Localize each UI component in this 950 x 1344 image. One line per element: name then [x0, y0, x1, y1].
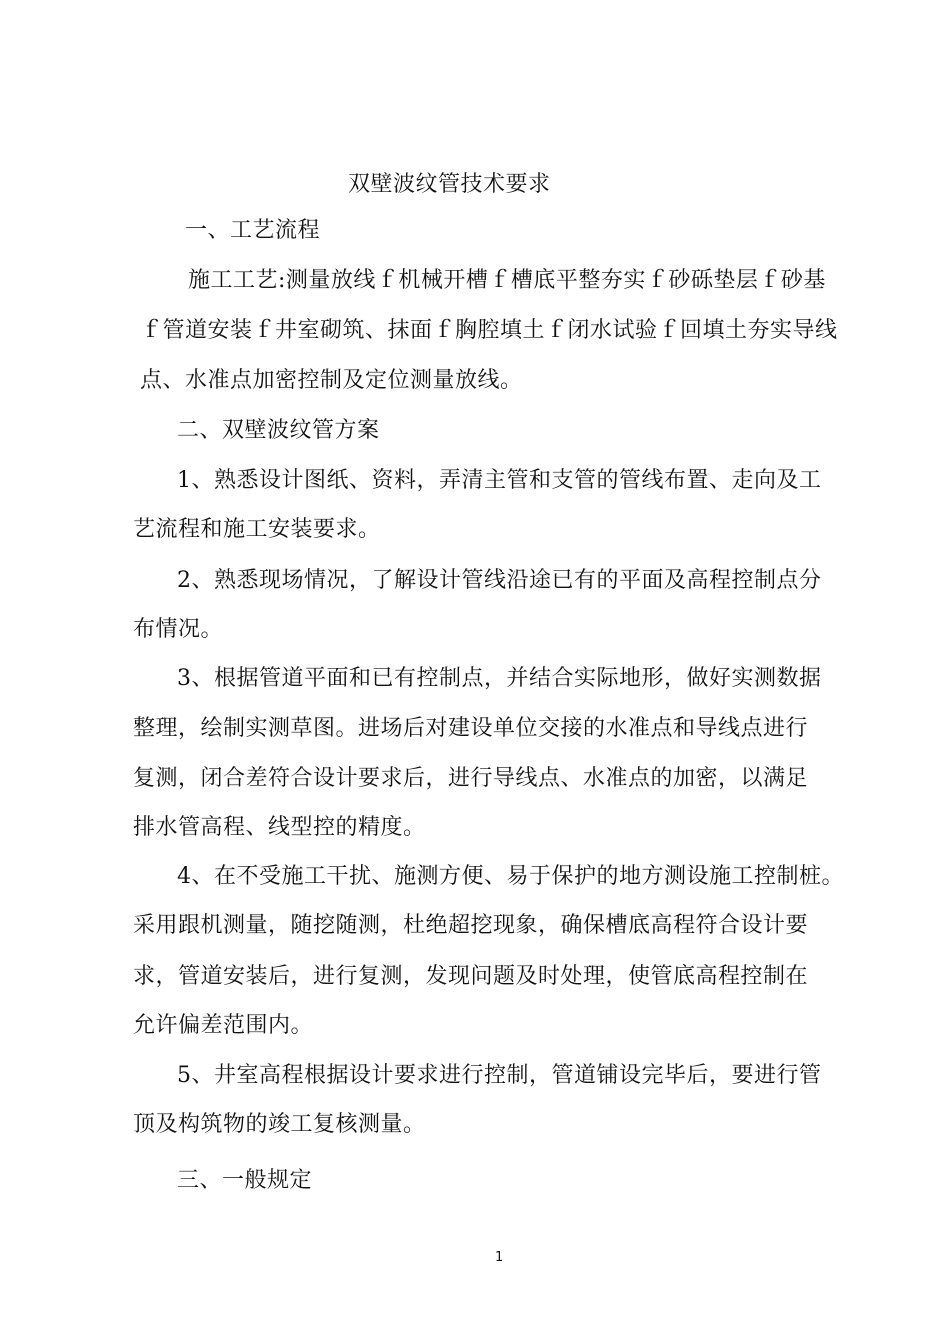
paragraph-line: 点、水准点加密控制及定位测量放线。: [140, 368, 523, 393]
section-heading-general-rules: 三、一般规定: [177, 1168, 313, 1193]
paragraph-line: 排水管高程、线型控的精度。: [133, 815, 426, 840]
paragraph-line: 求，管道安装后，进行复测，发现问题及时处理，使管底高程控制在: [133, 964, 809, 989]
section-heading-process: 一、工艺流程: [185, 218, 321, 243]
page-number: 1: [495, 1250, 504, 1265]
paragraph-line: 允许偏差范围内。: [133, 1013, 314, 1038]
paragraph-line: 施工工艺:测量放线ｆ机械开槽ｆ槽底平整夯实ｆ砂砾垫层ｆ砂基: [188, 268, 826, 293]
paragraph-line: 4、在不受施工干扰、施测方便、易于保护的地方测设施工控制桩。: [177, 864, 844, 889]
paragraph-line: 2、熟悉现场情况，了解设计管线沿途已有的平面及高程控制点分: [177, 568, 822, 593]
paragraph-line: 顶及构筑物的竣工复核测量。: [133, 1112, 426, 1137]
paragraph-line: 1、熟悉设计图纸、资料，弄清主管和支管的管线布置、走向及工: [177, 468, 822, 493]
document-title: 双壁波纹管技术要求: [348, 172, 551, 197]
paragraph-line: 采用跟机测量，随挖随测，杜绝超挖现象，确保槽底高程符合设计要: [133, 913, 809, 938]
paragraph-line: 整理，绘制实测草图。进场后对建设单位交接的水准点和导线点进行: [133, 716, 809, 741]
paragraph-line: 复测，闭合差符合设计要求后，进行导线点、水准点的加密，以满足: [133, 766, 809, 791]
section-heading-plan: 二、双壁波纹管方案: [177, 418, 380, 443]
paragraph-line: 3、根据管道平面和已有控制点，并结合实际地形，做好实测数据: [177, 666, 822, 691]
paragraph-line: 5、井室高程根据设计要求进行控制，管道铺设完毕后，要进行管: [177, 1063, 822, 1088]
paragraph-line: 艺流程和施工安装要求。: [133, 517, 381, 542]
paragraph-line: 布情况。: [133, 617, 224, 642]
paragraph-line: ｆ管道安装ｆ井室砌筑、抹面ｆ胸腔填土ｆ闭水试验ｆ回填土夯实导线: [140, 318, 838, 343]
